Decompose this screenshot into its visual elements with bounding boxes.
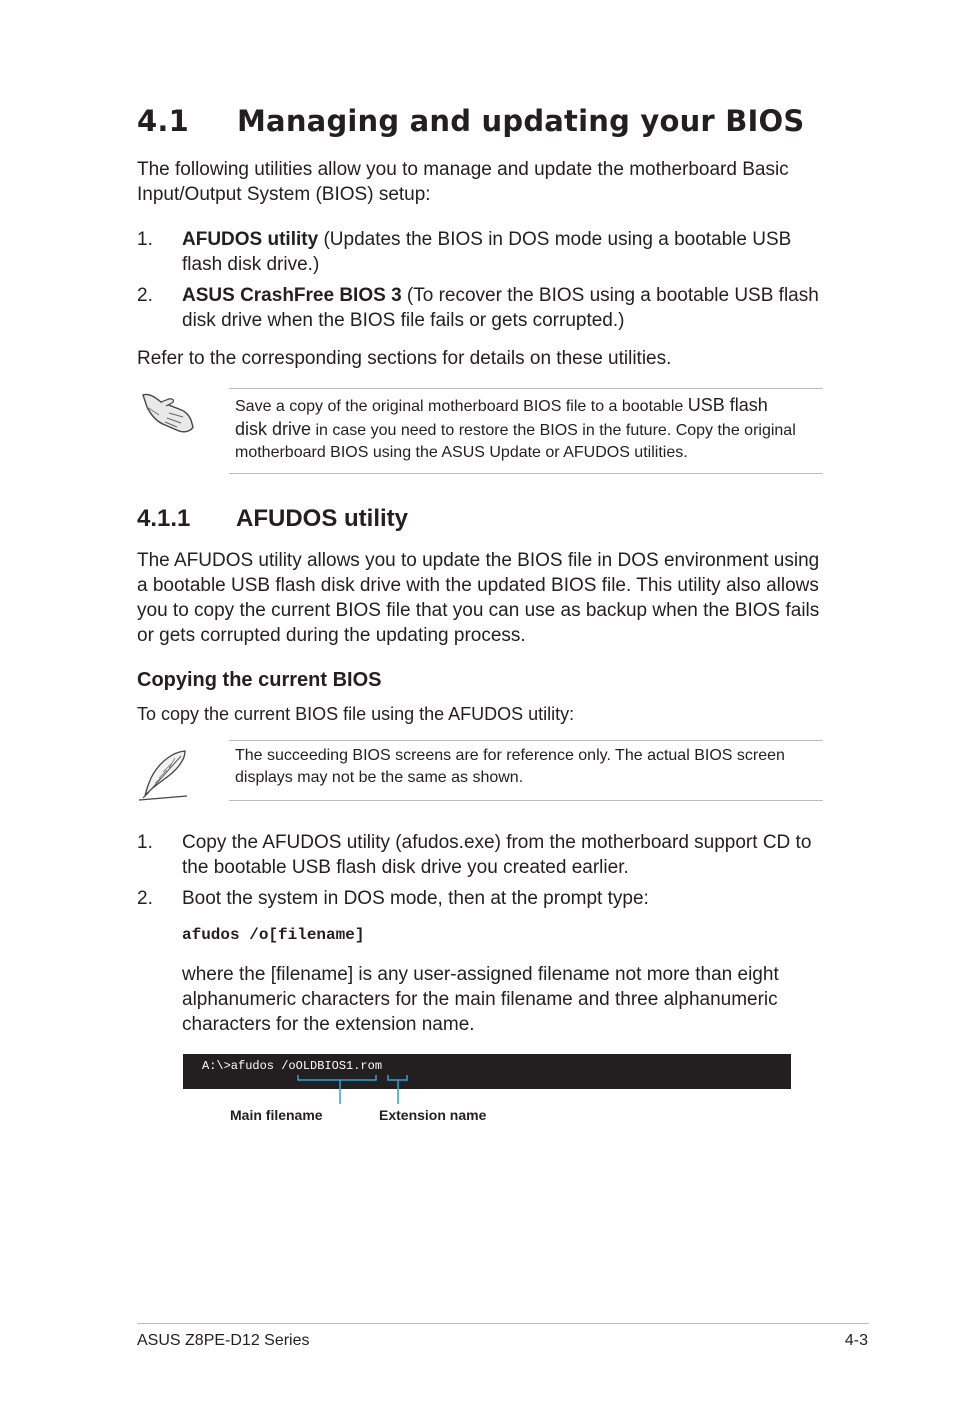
callout-main-filename: Main filename [230, 1107, 323, 1123]
footer-product: ASUS Z8PE-D12 Series [137, 1332, 310, 1349]
desc-line: alphanumeric characters for the main filename and three alphanumeric [182, 989, 778, 1010]
footer-divider [137, 1323, 869, 1324]
step-text: Copy the AFUDOS utility (afudos.exe) from the motherboard support CD to [182, 832, 812, 853]
utility-name: AFUDOS utility [182, 229, 319, 250]
afudos-description [137, 548, 827, 648]
list-item [137, 227, 827, 279]
desc-line: a bootable USB flash disk drive with the updated BIOS file. This utility also allows [137, 575, 819, 596]
note-text: disk drive [235, 419, 312, 439]
note-text: displays may not be the same as shown. [235, 769, 524, 786]
intro-line: Input/Output System (BIOS) setup: [137, 184, 431, 205]
note-text: USB flash [687, 395, 768, 415]
list-number: 2. [137, 285, 153, 306]
utility-desc-cont: disk drive when the BIOS file fails or gets corrupted.) [182, 310, 625, 331]
callout-extension-name: Extension name [379, 1107, 487, 1123]
command-text: afudos /o[filename] [182, 926, 365, 944]
section-title: Managing and updating your BIOS [237, 104, 805, 138]
note-box [229, 740, 823, 801]
list-number: 1. [137, 832, 153, 853]
filename-description [182, 962, 827, 1037]
subsection-heading [137, 505, 408, 533]
note-box [229, 388, 823, 474]
subsection-title: AFUDOS utility [236, 505, 408, 532]
desc-line: The AFUDOS utility allows you to update the BIOS file in DOS environment using [137, 550, 820, 571]
intro-line: The following utilities allow you to manage and update the motherboard Basic [137, 159, 789, 180]
section-number: 4.1 [137, 104, 189, 138]
callout-brackets [290, 1074, 420, 1106]
utility-desc: (Updates the BIOS in DOS mode using a bootable USB [318, 229, 792, 250]
desc-line: or gets corrupted during the updating process. [137, 625, 526, 646]
terminal-screen [183, 1054, 791, 1089]
list-item [137, 283, 827, 335]
utility-desc: (To recover the BIOS using a bootable USB flash [401, 285, 819, 306]
refer-paragraph: Refer to the corresponding sections for details on these utilities. [137, 348, 672, 369]
note-text: motherboard BIOS using the ASUS Update or AFUDOS utilities. [235, 444, 688, 461]
footer-page-number: 4-3 [844, 1332, 868, 1349]
note-text: The succeeding BIOS screens are for reference only. The actual BIOS screen [235, 747, 785, 764]
step-text: the bootable USB flash disk drive you created earlier. [182, 857, 629, 878]
list-number: 2. [137, 888, 153, 909]
intro-paragraph [137, 157, 827, 207]
step-text: Boot the system in DOS mode, then at the prompt type: [182, 888, 649, 909]
desc-line: where the [filename] is any user-assigned filename not more than eight [182, 964, 779, 985]
list-number: 1. [137, 229, 153, 250]
hand-pointing-icon [139, 389, 197, 435]
subsection-number: 4.1.1 [137, 505, 191, 532]
utility-name: ASUS CrashFree BIOS 3 [182, 285, 402, 306]
desc-line: characters for the extension name. [182, 1014, 475, 1035]
feather-pen-icon [137, 748, 191, 804]
note-text: in case you need to restore the BIOS in the future. Copy the original [311, 422, 796, 439]
copy-heading: Copying the current BIOS [137, 669, 382, 691]
utility-desc-cont: flash disk drive.) [182, 254, 320, 275]
page-title [137, 104, 804, 138]
list-item [137, 830, 827, 882]
note-text: Save a copy of the original motherboard BIOS file to a bootable [235, 398, 688, 415]
list-item [137, 886, 827, 912]
desc-line: you to copy the current BIOS file that you can use as backup when the BIOS fails [137, 600, 820, 621]
terminal-command: A:\>afudos /oOLDBIOS1.rom [202, 1059, 383, 1073]
copy-intro: To copy the current BIOS file using the AFUDOS utility: [137, 704, 575, 724]
